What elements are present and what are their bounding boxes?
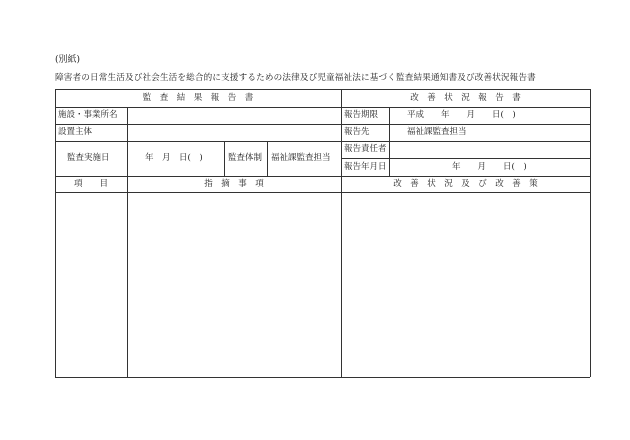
improvement-cell bbox=[342, 193, 590, 377]
attachment-label: (別紙) bbox=[55, 55, 81, 65]
report-to-value: 福祉課監査担当 bbox=[407, 127, 467, 137]
report-deadline-label: 報告期限 bbox=[344, 110, 379, 120]
founder-label: 設置主体 bbox=[58, 127, 93, 137]
audit-date-label: 監査実施日 bbox=[67, 153, 110, 163]
audit-date-value: 年 月 日( ) bbox=[145, 153, 203, 163]
facility-name-label: 施設・事業所名 bbox=[58, 110, 118, 120]
right-label-divider bbox=[389, 107, 390, 176]
findings-column-header: 指 摘 事 項 bbox=[204, 179, 264, 189]
audit-system-divider bbox=[267, 141, 268, 176]
document-title: 障害者の日常生活及び社会生活を総合的に支援するための法律及び児童福祉法に基づく監査結果通知書及び改善状況報告書 bbox=[55, 73, 536, 83]
facility-row-divider bbox=[55, 124, 590, 125]
founder-row-divider bbox=[55, 141, 590, 142]
audit-system-label: 監査体制 bbox=[228, 153, 263, 163]
report-to-label: 報告先 bbox=[344, 127, 370, 137]
responsible-row-divider bbox=[341, 158, 590, 159]
report-date-label: 報告年月日 bbox=[344, 162, 387, 172]
responsible-person-label: 報告責任者 bbox=[344, 144, 387, 154]
table-bottom-border bbox=[55, 377, 590, 378]
audit-result-header: 監 査 結 果 報 告 書 bbox=[142, 93, 254, 103]
table-right-border bbox=[590, 89, 591, 377]
header-row-divider bbox=[55, 107, 590, 108]
audit-row-divider bbox=[55, 176, 590, 177]
report-date-value: 年 月 日( ) bbox=[452, 162, 527, 172]
audit-date-divider bbox=[224, 141, 225, 176]
table-top-border bbox=[55, 89, 590, 90]
report-deadline-value: 平成 年 月 日( ) bbox=[407, 110, 516, 120]
item-cell bbox=[56, 193, 127, 377]
improvement-status-header: 改 善 状 況 報 告 書 bbox=[410, 93, 521, 103]
item-column-header: 項 目 bbox=[73, 179, 108, 189]
findings-cell bbox=[128, 193, 341, 377]
improvement-column-header: 改 善 状 況 及 び 改 善 策 bbox=[393, 179, 538, 189]
audit-system-value: 福祉課監査担当 bbox=[271, 153, 331, 163]
